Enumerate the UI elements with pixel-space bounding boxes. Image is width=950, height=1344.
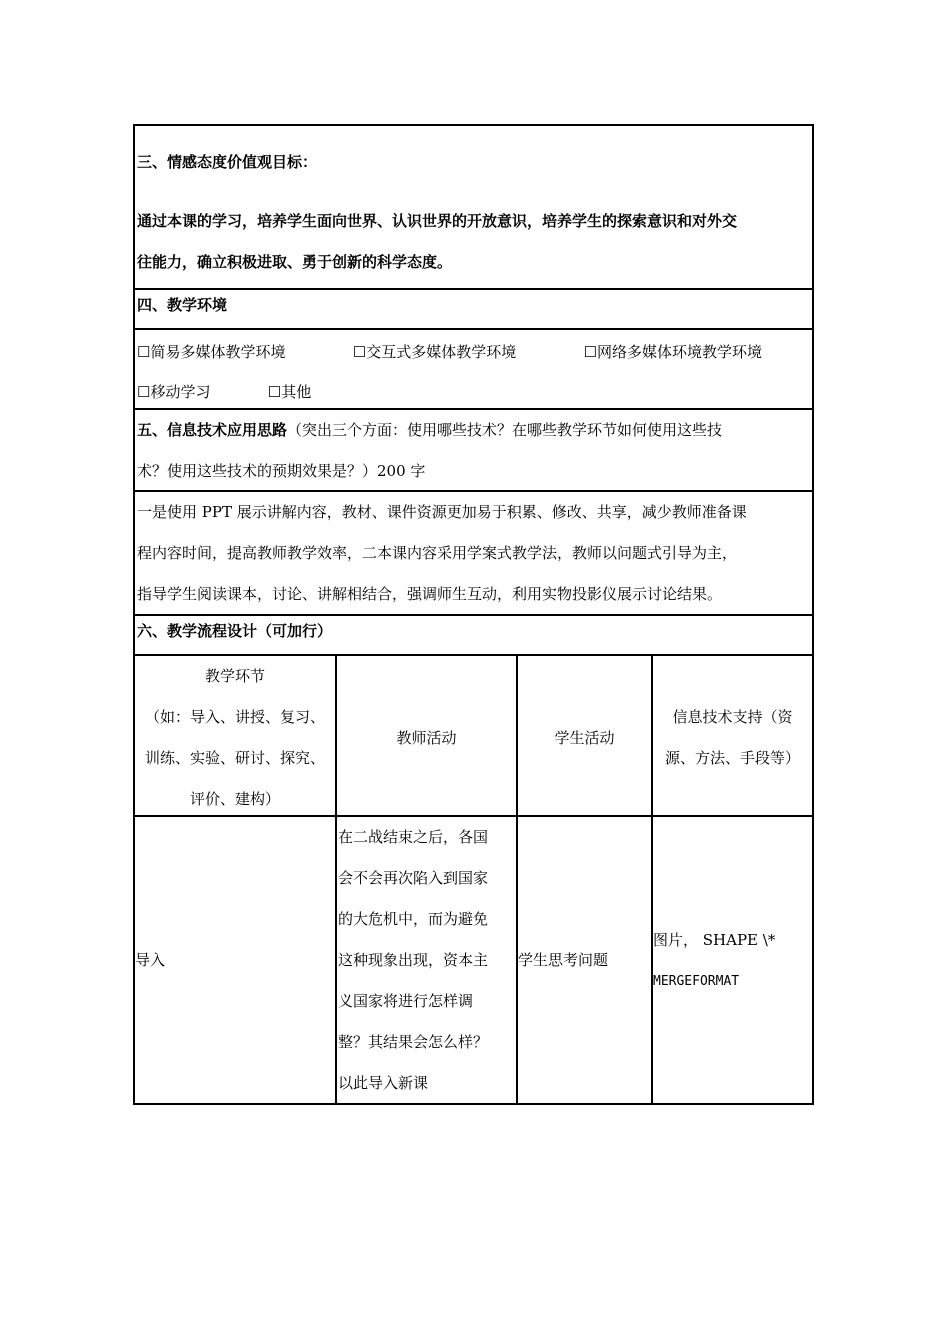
section5-body-line3: 指导学生阅读课本，讨论、讲解相结合，强调师生互动，利用实物投影仪展示讨论结果。 — [137, 585, 723, 603]
header-stage: 教学环节 （如：导入、讲授、复习、 训练、实验、研讨、探究、 评价、建构） — [135, 656, 337, 820]
row-stage: 导入 — [135, 817, 337, 1104]
row-student-activity: 学生思考问题 — [518, 817, 653, 1104]
option-network-multimedia[interactable]: ☐网络多媒体环境教学环境 — [583, 343, 763, 361]
option-interactive-multimedia[interactable]: ☐交互式多媒体教学环境 — [352, 343, 517, 361]
section6-heading: 六、教学流程设计（可加行） — [137, 622, 333, 640]
section3-body-line2: 往能力，确立积极进取、勇于创新的科学态度。 — [137, 253, 453, 271]
section-flow-heading-row — [135, 616, 812, 656]
section5-body-line2: 程内容时间，提高教师教学效率，二本课内容采用学案式教学法，教师以问题式引导为主， — [137, 544, 738, 562]
section5-note-line2: 术？使用这些技术的预期效果是？）200 字 — [137, 462, 426, 480]
header-student-activity: 学生活动 — [518, 656, 653, 820]
section-emotion-goals — [135, 126, 812, 290]
section3-body-line1: 通过本课的学习，培养学生面向世界、认识世界的开放意识，培养学生的探索意识和对外交 — [137, 212, 738, 230]
header-teacher-activity: 教师活动 — [337, 656, 518, 820]
table-row — [135, 817, 812, 1103]
section-env-heading-row — [135, 290, 812, 330]
section3-heading: 三、情感态度价值观目标： — [137, 153, 318, 171]
row-teacher-activity: 在二战结束之后，各国 会不会再次陷入到国家 的大危机中，而为避免 这种现象出现，资本主 义国家将进行怎样调 整？其结果会怎么样？ 以此导入新课 — [337, 817, 518, 1104]
section5-heading: 五、信息技术应用思路 — [137, 421, 288, 439]
header-it-support: 信息技术支持（资 源、方法、手段等） — [664, 708, 800, 767]
section5-note-line1: （突出三个方面：使用哪些技术？在哪些教学环节如何使用这些技 — [287, 421, 723, 439]
section4-heading: 四、教学环境 — [137, 296, 228, 314]
row-it-support: 图片， SHAPE \* MERGEFORMAT — [653, 930, 776, 989]
section-it-approach-body — [135, 492, 812, 616]
option-simple-multimedia[interactable]: ☐简易多媒体教学环境 — [137, 343, 286, 361]
flow-table-header — [135, 656, 812, 817]
option-mobile-learning[interactable]: ☐移动学习 — [137, 383, 211, 401]
section-env-options — [135, 330, 812, 410]
lesson-plan-table — [133, 124, 814, 1105]
section5-body-line1: 一是使用 PPT 展示讲解内容，教材、课件资源更加易于积累、修改、共享，减少教师准备课 — [137, 503, 747, 521]
flow-table — [135, 656, 812, 1103]
option-other[interactable]: ☐其他 — [267, 383, 312, 401]
section-it-approach-heading — [135, 410, 812, 492]
